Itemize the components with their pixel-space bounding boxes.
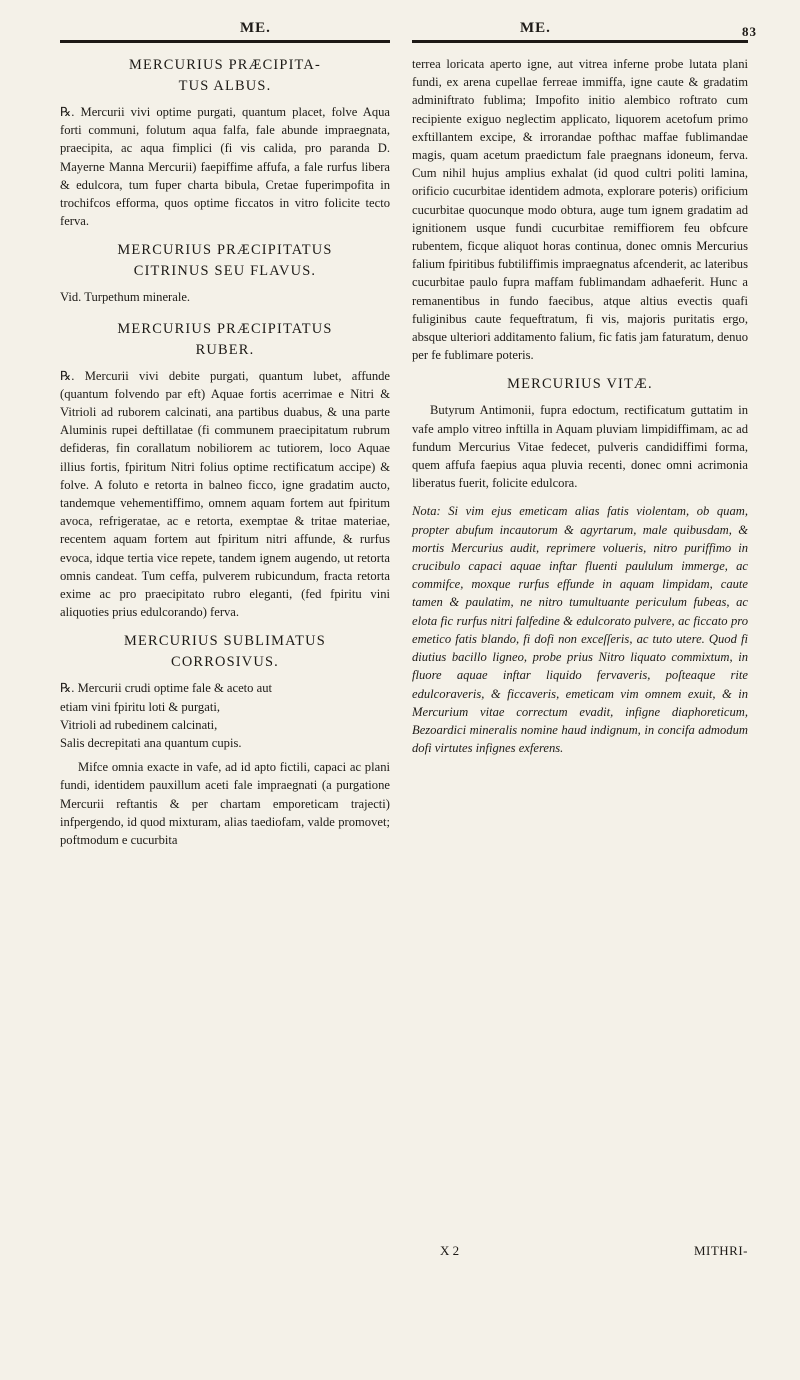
recipe-paragraph: ℞. Mercurii vivi debite purgati, quantum lubet, affunde (quantum folvendo par eft) Aquae fortis acerrimae e Nitri & Vitrioli ad ruborem calcinati, ana partibus duabus, & una parte Aluminis rupei deftillatae (fi communem praecipitatum rubrum defideras, fin corallatum nobiliorem ac tutiorem, loco Aquae illius fortis, fpiritum Nitri folius optime rectificatum accipe) & folve. A foluto e retorta in balneo ficco, igne gradatim aucto, tandemque vehementiffimo, omnem aquam fortem aut fpiritum avoca, refrigeratae, ac e retorta, exemptae & tritae materiae, recentem aquam fortem aut fpiritum nitri affunde, & rurfus evoca, idque tertia vice repete, tandem ignem augendo, ut retorta omnis candeat. Tum ceffa, pulverem rubicundum, fracta retorta exime ac pro praecipitato rubro eleganti, (fed fpiritu vini aliquoties prius edulcorando) ferva. xyxy=(60,368,390,620)
nota-paragraph xyxy=(412,502,748,757)
ingredient-list xyxy=(60,679,390,752)
page-footer xyxy=(412,1243,748,1263)
catchword: MITHRI- xyxy=(693,1243,748,1258)
nota-label: Nota: xyxy=(412,504,441,519)
header-right-title: ME. xyxy=(520,20,551,36)
nota-text: Si vim ejus emeticam alias fatis violentam, ob quam, propter abufum incautorum & agyrtarum, male quibusdam, & mortis Mercurius audit, reprimere volueris, nitro puriffimo in crucibulo capaci aquae inftar fluenti paululum immerge, ac commifce, moxque rurfus effunde in aquam limpidam, caute tamen & paulatim, ne nitro tumultuante periculum fubeas, ac elota fic rurfus nitri falfedine & edulcorato pulvere, ac ficcato pro emetico fatis blando, fi dofi non exceſſeris, ac tuto utere. Quod fi diutius bacillo ligneo, probe prius Nitro liquato commixtum, in fluore aquae inftar liquido fervaveris, poſteaque rite edulcoraveris, & ficcaveris, emeticam vim omnem exuit, & in Mercurium vitae correctum evadit, infigne diaphoreticum, Bezoardici mineralis nomine haud indignum, in concifa admodum dofi virtutes infignes exferens. xyxy=(412,504,748,756)
continued-paragraph: terrea loricata aperto igne, aut vitrea inferne probe lutata plani fundi, ex arena cupellae ferreae immiffa, igne caute & gradatim adminiftrato fublima; Impofito initio alembico roftrato cum recipiente exiguo neglectim applicato, liquorem acetofum primo exftillantem excipe, & irrorandae pofthac maffae fublimandae magis, quam acetum praedictum fale praegnans idoneum, ferva. Cum nihil hujus amplius exhalat (id quod cultri politi lamina, orificio cucurbitae identidem admota, explorare poteris) orificium cucurbitae quocunque modo obtura, auge tum ignem gradatim ad ignitionem usque fundi cucurbitae remiffiorem feu obfcure rubentem, ficque aliquot horas continua, donec omnis Mercurius falium fpiritibus fubtiliffimis impraegnatus afcenderit, ac lateribus cucurbitae paulo fupra maffam fublimandam adhaeferit. Hunc a remanentibus in fundo faecibus, atque altius evectis quafi fuliginibus caute fequeftratum, fi vis, majoris puritatis ergo, absque ulteriori additamento falium, fic fatis jam faturatum, denuo per fe fublimare poteris. xyxy=(412,57,748,363)
section-heading-praecipitatus-ruber: MERCURIUS PRÆCIPITATUS RUBER. xyxy=(117,320,333,358)
page-number: 83 xyxy=(742,24,757,39)
ingredient-line: Vitrioli ad rubedinem calcinati, xyxy=(60,717,218,732)
header-rule-right xyxy=(412,40,748,43)
header-left-title: ME. xyxy=(240,20,271,36)
recipe-paragraph: Mifce omnia exacte in vafe, ad id apto fictili, capaci ac plani fundi, identidem pauxillum aceti fale impraegnati (a purgatione Mercurii reftantis & per chartam emporeticam trajecti) infpergendo, id quod mixturam, alias taediofam, valde promovet; poftmodum e cucurbita xyxy=(60,760,390,848)
header-rule-left xyxy=(60,40,390,43)
section-heading-sublimatus-corrosivus: MERCURIUS SUBLIMATUS CORROSIVUS. xyxy=(124,633,326,671)
recipe-paragraph: Butyrum Antimonii, fupra edoctum, rectificatum guttatim in vafe amplo vitreo inftilla in Aquam pluviam limpidiffimam, ac ad fundum Mercurius Vitae fedecet, pulveris candidiffimi forma, quem affufa faepius aqua pluvia recenti, donec omni acrimonia liberatus fuerit, folicite edulcora. xyxy=(412,403,748,491)
signature-mark: X 2 xyxy=(440,1243,460,1258)
section-heading-praecipitatus-citrinus: MERCURIUS PRÆCIPITATUS CITRINUS SEU FLAVUS. xyxy=(117,242,333,280)
ingredient-line: etiam vini fpiritu loti & purgati, xyxy=(60,699,220,714)
section-heading-mercurius-vitae: MERCURIUS VITÆ. xyxy=(507,376,653,393)
recipe-paragraph: ℞. Mercurii vivi optime purgati, quantum placet, folve Aqua forti communi, folutum aqua falfa, fale abunde impraegnata, praecipita, ac aqua fimplici (fi vis calida, pro paranda D. Mayerne Manna Mercurii) faepiffime affufa, a fale rurfus libera & edulcora, tum fuper charta bibula, Cretae fuperimpofita in trochifcos efforma, quos optime ficcatos in vitro folicite tecto ferva. xyxy=(60,105,390,229)
ingredient-line: ℞. Mercurii crudi optime fale & aceto aut xyxy=(60,681,273,696)
section-heading-praecipitatus-albus: MERCURIUS PRÆCIPITA- TUS ALBUS. xyxy=(129,57,321,94)
cross-reference: Vid. Turpethum minerale. xyxy=(60,290,191,305)
left-column xyxy=(60,55,390,859)
right-column xyxy=(412,55,748,757)
ingredient-line: Salis decrepitati ana quantum cupis. xyxy=(60,736,242,751)
